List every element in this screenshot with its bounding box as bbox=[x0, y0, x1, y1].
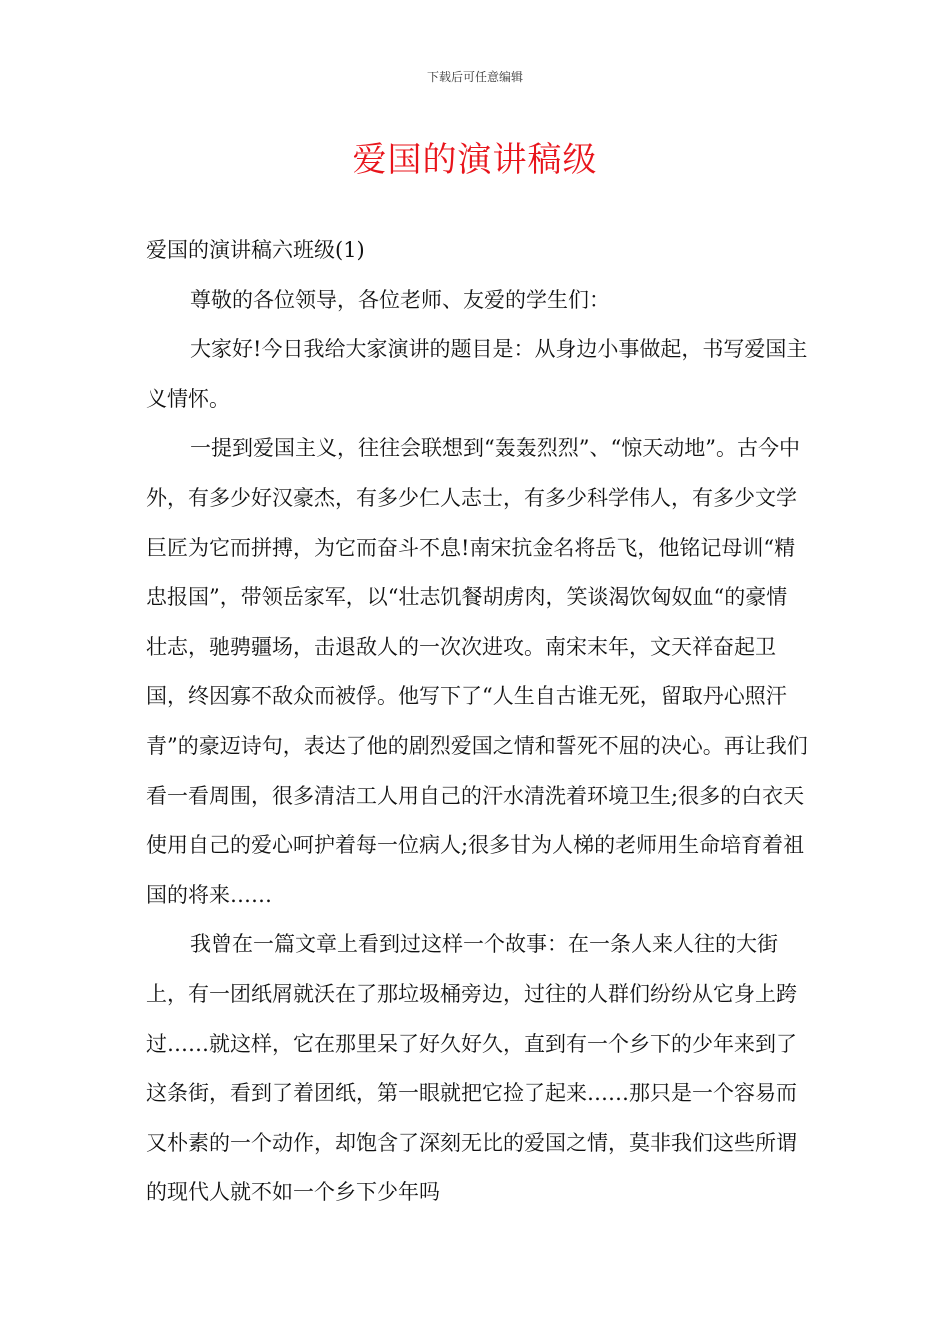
paragraph-intro: 大家好!今日我给大家演讲的题目是：从身边小事做起，书写爱国主义情怀。 bbox=[146, 337, 808, 411]
paragraph-history: 一提到爱国主义，往往会联想到“轰轰烈烈”、“惊天动地”。古今中外，有多少好汉豪杰，有多少仁人志士，有多少科学伟人，有多少文学巨匠为它而拼搏，为它而奋斗不息!南宋抗金名将岳飞，他铭记母训“精忠报国”，带领岳家军，以“壮志饥餐胡虏肉，笑谈渴饮匈奴血“的豪情壮志，驰骋疆场，击退敌人的一次次进攻。南宋末年，文天祥奋起卫国，终因寡不敌众而被俘。他写下了“人生自古谁无死，留取丹心照汗青”的豪迈诗句，表达了他的剧烈爱国之情和誓死不屈的决心。再让我们看一看周围，很多清洁工人用自己的汗水清洗着环境卫生;很多的白衣天使用自己的爱心呵护着每一位病人;很多甘为人梯的老师用生命培育着祖国的将来…… bbox=[146, 436, 808, 907]
document-title: 爱国的演讲稿级 bbox=[352, 140, 598, 180]
document-body bbox=[146, 226, 808, 1218]
paragraph-greeting: 尊敬的各位领导，各位老师、友爱的学生们： bbox=[190, 287, 610, 312]
header-note: 下载后可任意编辑 bbox=[426, 70, 523, 84]
document-subtitle: 爱国的演讲稿六班级(1) bbox=[146, 238, 365, 262]
paragraph-story: 我曾在一篇文章上看到过这样一个故事：在一条人来人往的大街上，有一团纸屑就沃在了那垃圾桶旁边，过往的人群们纷纷从它身上跨过……就这样，它在那里呆了好久好久，直到有一个乡下的少年来到了这条街，看到了着团纸，第一眼就把它捡了起来……那只是一个容易而又朴素的一个动作，却饱含了深刻无比的爱国之情，莫非我们这些所谓的现代人就不如一个乡下少年吗 bbox=[146, 932, 797, 1205]
